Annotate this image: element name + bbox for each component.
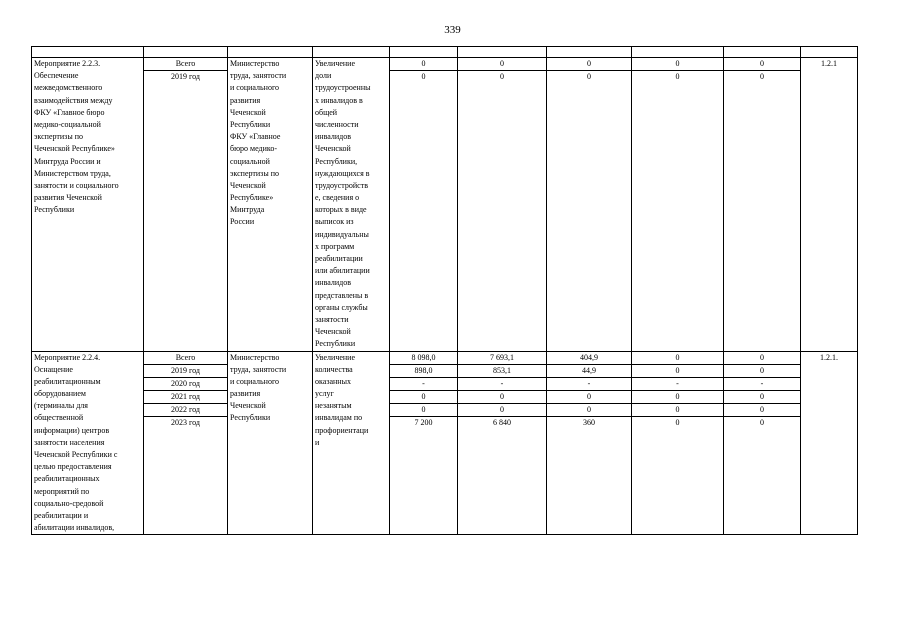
executor-text-line: ФКУ «Главное (230, 132, 281, 142)
funding-value: 0 (587, 72, 591, 82)
indicator-text-line: реабилитации (315, 254, 363, 263)
indicator-text-line: нуждающихся в (315, 168, 370, 178)
executor-text-line: России (230, 217, 255, 227)
executor-cell (228, 351, 313, 535)
indicator-text-line: инвалидам по (315, 413, 363, 423)
indicator-text-line: Республики, (315, 156, 358, 166)
funding-value: 8 098,0 (390, 352, 458, 365)
funding-value: 0 (632, 365, 724, 378)
indicator-text-line: Увеличение (315, 352, 356, 362)
page-number: 339 (444, 24, 461, 36)
funding-value: 0 (724, 58, 801, 71)
event-text-line: взаимодействия между (34, 95, 113, 105)
event-text-line: реабилитации и (34, 510, 89, 520)
indicator-text-line: Увеличение (315, 59, 356, 68)
event-text-line: мероприятий по (34, 486, 90, 496)
event-cell (32, 58, 144, 352)
funding-value: 0 (500, 72, 504, 82)
funding-value: 7 200 (414, 418, 433, 428)
executor-text-line: и социального (230, 376, 280, 386)
target-ref-cell: 1.2.1. (801, 351, 858, 535)
funding-value: 0 (421, 72, 426, 82)
event-text-line: Республики (34, 205, 75, 215)
event-text-line: медико-социальной (34, 119, 101, 129)
indicator-text-line: х программ (315, 241, 355, 251)
funding-value: 0 (632, 391, 724, 404)
indicator-cell (313, 58, 390, 352)
event-text-line: экспертизы по (34, 132, 83, 142)
indicator-text-line: трудоустроенны (315, 83, 371, 93)
funding-federal-cell (458, 58, 547, 352)
indicator-text-line: количества (315, 364, 353, 374)
period-label: Всего (144, 58, 228, 71)
funding-value: 44,9 (547, 365, 632, 378)
executor-text-line: развития (230, 389, 261, 399)
funding-value: 0 (547, 58, 632, 71)
funding-value: 0 (724, 352, 801, 365)
event-text-line: общественной (34, 413, 84, 423)
event-text-line: межведомственного (34, 83, 103, 93)
funding-value: 0 (724, 404, 801, 417)
indicator-cell (313, 351, 390, 535)
indicator-text-line: Чеченской (315, 144, 351, 154)
event-text-line: Чеченской Республики с (34, 450, 118, 459)
executor-text-line: Чеченской (230, 180, 266, 190)
indicator-text-line: Чеченской (315, 327, 351, 337)
indicator-text-line: органы службы (315, 302, 368, 312)
indicator-text-line: услуг (315, 389, 334, 399)
event-text-line: Мероприятие 2.2.4. (34, 352, 101, 362)
indicator-text-line: представлены в (315, 290, 369, 300)
event-text-line: реабилитационным (34, 376, 101, 386)
funding-value: 0 (458, 58, 547, 71)
event-text-line: Чеченской Республике» (34, 144, 115, 154)
period-label: 2020 год (144, 378, 228, 391)
indicator-text-line: трудоустройств (315, 180, 368, 190)
event-text-line: абилитации инвалидов, (34, 523, 115, 533)
event-text-line: Минтруда России и (34, 156, 101, 166)
executor-text-line: труда, занятости (230, 71, 287, 81)
event-text-line: Обеспечение (34, 71, 79, 81)
indicator-text-line: численности (315, 119, 359, 129)
event-text-line: ФКУ «Главное бюро (34, 107, 105, 117)
event-text-line: целью предоставления (34, 462, 112, 472)
executor-text-line: Республике» (230, 193, 274, 203)
funding-value: 853,1 (458, 365, 547, 378)
indicator-text-line: выписок из (315, 217, 354, 227)
funding-value: 0 (458, 404, 547, 417)
period-cell (144, 58, 228, 352)
funding-regional-cell (547, 351, 632, 535)
funding-value: 0 (390, 391, 458, 404)
indicator-text-line: инвалидов (315, 278, 351, 288)
indicator-text-line: занятости (315, 314, 349, 324)
indicator-text-line: доли (315, 71, 332, 81)
column-number-row (32, 47, 858, 58)
period-label: 2023 год (171, 418, 200, 428)
executor-text-line: бюро медико- (230, 144, 278, 154)
event-text-line: занятости населения (34, 437, 105, 447)
executor-text-line: развития (230, 95, 261, 105)
period-label: 2019 год (144, 365, 228, 378)
indicator-text-line: незанятым (315, 401, 352, 411)
funding-value: - (458, 378, 547, 391)
funding-value: - (724, 378, 801, 391)
target-ref-cell: 1.2.1 (801, 58, 858, 352)
funding-other-cell (724, 58, 801, 352)
funding-value: 0 (724, 391, 801, 404)
indicator-text-line: профориентаци (315, 425, 369, 435)
funding-other-cell (724, 351, 801, 535)
funding-value: - (632, 378, 724, 391)
funding-value: 0 (724, 365, 801, 378)
indicator-text-line: индивидуальны (315, 229, 369, 239)
executor-cell (228, 58, 313, 352)
funding-value: - (547, 378, 632, 391)
funding-value: 0 (390, 58, 458, 71)
event-text-line: социально-средовой (34, 498, 104, 508)
event-text-line: Оснащение (34, 364, 73, 374)
executor-text-line: и социального (230, 83, 280, 93)
period-label: 2021 год (144, 391, 228, 404)
indicator-text-line: общей (315, 107, 338, 117)
funding-value: 0 (458, 391, 547, 404)
funding-federal-cell (458, 351, 547, 535)
indicator-text-line: х инвалидов в (315, 95, 363, 105)
table-row-event-2-2-4 (32, 351, 858, 535)
funding-local-cell (632, 58, 724, 352)
funding-total-cell (390, 58, 458, 352)
funding-value: 0 (675, 418, 680, 428)
funding-value: 0 (390, 404, 458, 417)
funding-value: 0 (547, 391, 632, 404)
period-label: 2022 год (144, 404, 228, 417)
event-text-line: (терминалы для (34, 401, 88, 411)
executor-text-line: Министерство (230, 59, 280, 68)
funding-value: 898,0 (390, 365, 458, 378)
executor-text-line: Чеченской (230, 107, 266, 117)
event-text-line: Мероприятие 2.2.3. (34, 59, 101, 68)
executor-text-line: социальной (230, 156, 270, 166)
funding-value: 0 (632, 352, 724, 365)
funding-total-cell (390, 351, 458, 535)
executor-text-line: экспертизы по (230, 168, 279, 178)
indicator-text-line: или абилитации (315, 266, 370, 276)
program-table (31, 46, 858, 535)
period-label: 2019 год (171, 72, 200, 82)
event-text-line: оборудованием (34, 389, 86, 399)
event-text-line: занятости и социального (34, 180, 119, 190)
event-text-line: Министерством труда, (34, 168, 111, 178)
funding-value: 7 693,1 (458, 352, 547, 365)
executor-text-line: Республики (230, 119, 271, 129)
executor-text-line: Министерство (230, 352, 280, 362)
funding-value: 0 (675, 72, 680, 82)
funding-value: 0 (632, 404, 724, 417)
period-label: Всего (144, 352, 228, 365)
indicator-text-line: и (315, 437, 320, 447)
funding-value: 0 (760, 418, 764, 428)
funding-local-cell (632, 351, 724, 535)
executor-text-line: Чеченской (230, 401, 266, 411)
funding-regional-cell (547, 58, 632, 352)
funding-value: 360 (583, 418, 595, 428)
event-text-line: информации) центров (34, 425, 110, 435)
indicator-text-line: инвалидов (315, 132, 351, 142)
funding-value: 0 (760, 72, 764, 82)
funding-value: 6 840 (493, 418, 511, 428)
funding-value: 404,9 (547, 352, 632, 365)
funding-value: - (390, 378, 458, 391)
period-cell (144, 351, 228, 535)
event-cell (32, 351, 144, 535)
executor-text-line: Минтруда (230, 205, 265, 215)
executor-text-line: Республики (230, 413, 271, 423)
funding-value: 0 (547, 404, 632, 417)
event-text-line: реабилитационных (34, 474, 100, 484)
event-text-line: развития Чеченской (34, 193, 102, 203)
indicator-text-line: оказанных (315, 376, 351, 386)
indicator-text-line: е, сведения о (315, 193, 360, 203)
indicator-text-line: которых в виде (315, 205, 367, 215)
executor-text-line: труда, занятости (230, 364, 287, 374)
indicator-text-line: Республики (315, 339, 356, 349)
funding-value: 0 (632, 58, 724, 71)
table-row-event-2-2-3 (32, 58, 858, 352)
